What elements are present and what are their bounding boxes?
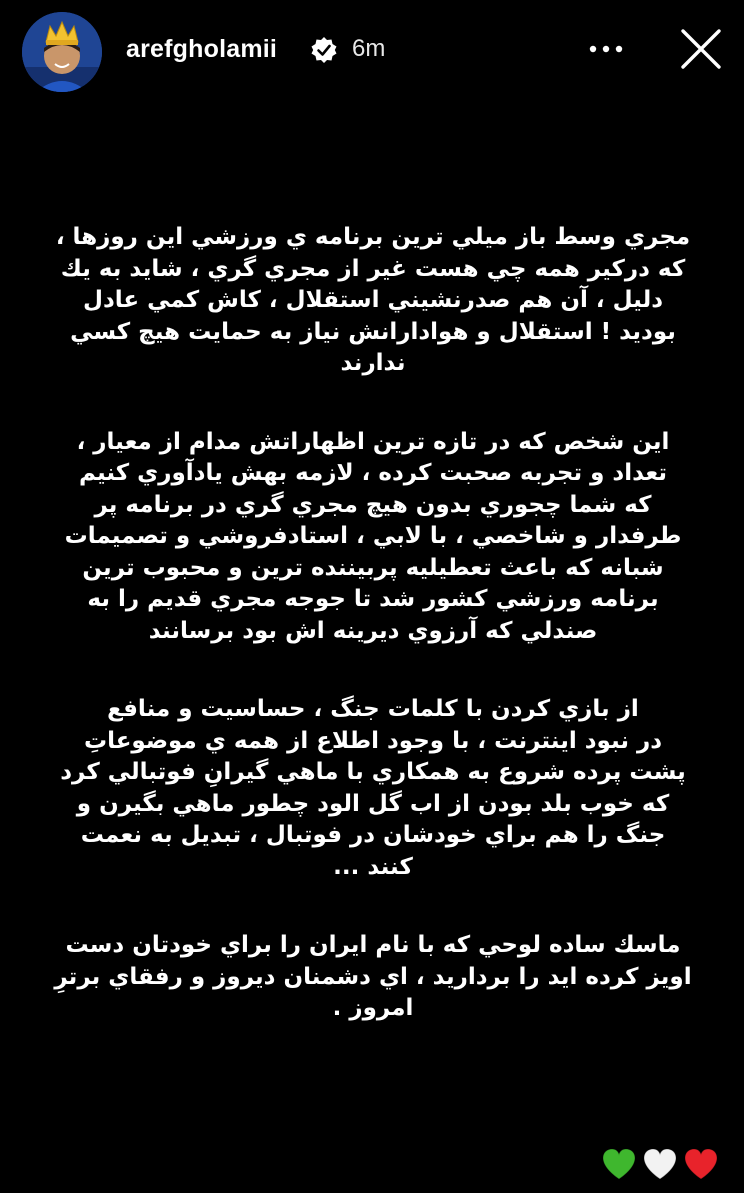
text-line: بوديد ! استقلال و هوادارانش نياز به حمايت هيچ كسي	[70, 318, 676, 345]
heart-emojis	[600, 1146, 720, 1186]
text-line: جنگ را هم براي خودشان در فوتبال ، تبديل به نعمت	[80, 822, 666, 848]
text-line: اين شخص كه در تازه ترين اظهاراتش مدام از معيار ،	[76, 428, 670, 455]
more-horizontal-icon[interactable]	[584, 36, 628, 62]
white-heart-icon	[641, 1146, 679, 1182]
text-line: مجري وسط باز ميلي ترين برنامه ي ورزشي اين روزها ،	[55, 224, 691, 250]
text-line: برنامه ورزشي كشور شد تا جوجه مجري قديم را به	[87, 586, 659, 612]
close-icon[interactable]	[678, 26, 724, 72]
text-line: اويز كرده ايد را برداريد ، اي دشمنان ديروز و رفقاي برترِ	[54, 963, 692, 990]
text-line: در نبود اينترنت ، با وجود اطلاع از همه ي موضوعاتِ	[83, 727, 663, 754]
text-line: صندلي كه آرزوي ديرينه اش بود برسانند	[148, 617, 598, 644]
text-line: ندارند	[340, 350, 406, 376]
text-line: كه شما چجوري بدون هيچ مجري گري در برنامه پر	[94, 491, 652, 518]
text-line: از بازي كردن با كلمات جنگ ، حساسيت و منافع	[107, 696, 639, 722]
story-paragraph-2	[40, 427, 706, 648]
text-line: امروز .	[332, 995, 414, 1021]
verified-badge-icon	[310, 36, 338, 64]
green-heart-icon	[600, 1146, 638, 1182]
text-line: كه خوب بلد بودن از اب گل الود چطور ماهي بگيرن و	[76, 790, 670, 817]
text-line: تعداد و تجربه صحبت كرده ، لازمه بهش يادآوري كنيم	[78, 460, 668, 486]
red-heart-icon	[682, 1146, 720, 1182]
story-paragraph-3	[40, 694, 706, 883]
avatar[interactable]	[22, 12, 102, 92]
text-line: ماسك ساده لوحي كه با نام ايران را براي خودتان دست	[65, 932, 681, 958]
text-line: شبانه كه باعث تعطيليه پربيننده ترين و محبوب ترين	[82, 554, 664, 581]
story-text	[40, 222, 706, 1025]
story-header	[0, 0, 744, 100]
text-line: پشت پرده شروع به همكاري با ماهي گيرانِ فوتبالي كرد	[60, 759, 686, 785]
text-line: كنند ...	[333, 853, 413, 880]
username[interactable]: arefgholamii	[126, 35, 278, 63]
story-paragraph-1	[40, 222, 706, 380]
story-paragraph-4	[40, 930, 706, 1025]
text-line: كه دركير همه چي هست غير از مجري گري ، شايد به يك	[60, 255, 686, 282]
text-line: طرفدار و شاخصي ، با لابي ، استادفروشي و تصميمات	[64, 523, 682, 549]
text-line: دليل ، آن هم صدرنشيني استقلال ، كاش كمي عادل	[82, 287, 664, 313]
story-timestamp: 6m	[352, 35, 386, 62]
avatar-crowned-player-icon	[22, 12, 102, 92]
